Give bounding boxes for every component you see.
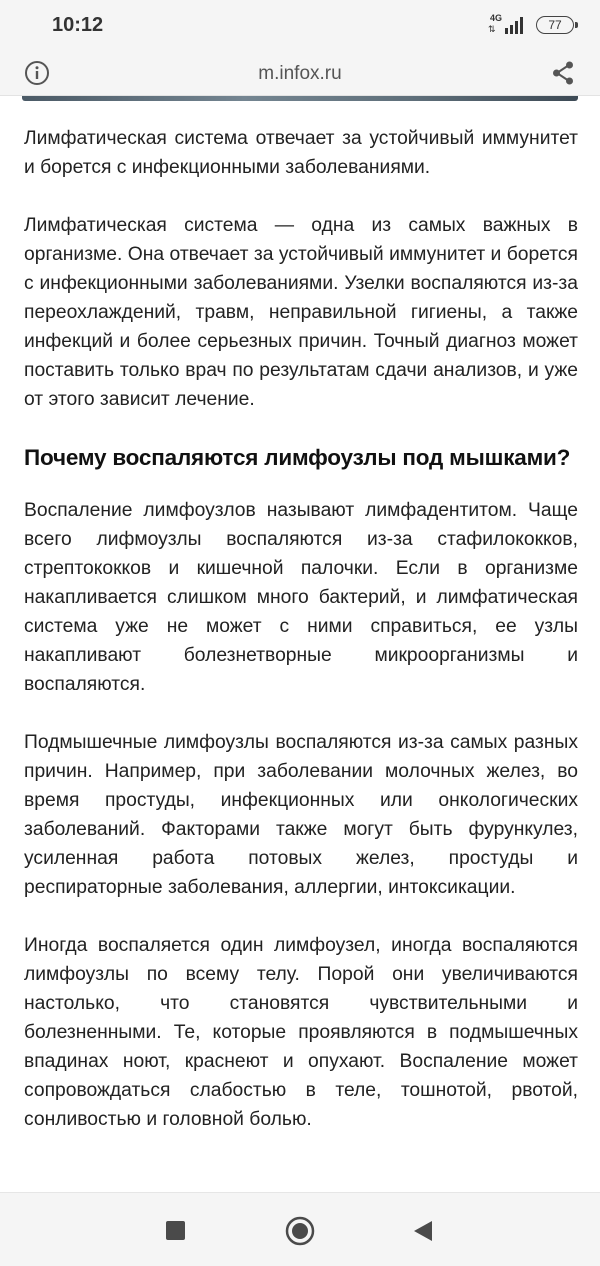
status-time: 10:12 (52, 14, 104, 36)
browser-url-bar (0, 50, 600, 96)
battery-icon (536, 16, 574, 34)
article-paragraph-3: Подмышечные лимфоузлы воспаляются из-за самых разных причин. Например, при заболевании молочных желез, во время простуды, инфекционных или онкологических заболеваний. Факторами также могут быть фурункулез, усиленная работа потовых желез, простуды и респираторные заболевания, аллергии, интоксикации. (24, 732, 578, 898)
status-bar (0, 0, 600, 50)
share-icon[interactable] (550, 60, 576, 86)
status-indicators (488, 14, 574, 36)
home-circle-icon[interactable] (285, 1216, 315, 1246)
recents-square-icon[interactable] (166, 1221, 185, 1240)
article-paragraph-1: Лимфатическая система — одна из самых важных в организме. Она отвечает за устойчивый иммунитет и борется с инфекционными заболеваниями. Узелки воспаляются из-за переохлаждений, травм, неправильной гигиены, а также инфекций и более серьезных причин. Точный диагноз может поставить только врач по результатам сдачи анализов, и уже от этого зависит лечение. (24, 215, 578, 410)
signal-icon (504, 16, 524, 34)
data-arrows-icon: ⇅ (488, 24, 496, 34)
article-paragraph-2: Воспаление лимфоузлов называют лимфадентитом. Чаще всего лифмоузлы воспаляются из-за стафилококков, стрептококков и кишечной палочки. Если в организме накапливается слишком много бактерий, и лимфатическая система уже не может с ними справиться, ее узлы накапливают болезнетворные микроорганизмы и воспаляются. (24, 500, 578, 695)
network-type-icon (488, 15, 504, 35)
battery-level: 77 (548, 18, 562, 32)
article-content (24, 124, 578, 1134)
article-lead: Лимфатическая система отвечает за устойчивый иммунитет и борется с инфекционными заболеваниями. (24, 128, 578, 178)
article-paragraph-4: Иногда воспаляется один лимфоузел, иногда воспаляются лимфоузлы по всему телу. Порой они увеличиваются настолько, что становятся чувствительными и болезненными. Те, которые проявляются в подмышечных впадинах ноют, краснеют и опухают. Воспаление может сопровождаться слабостью в теле, тошнотой, рвотой, сонливостью и головной болью. (24, 935, 578, 1130)
network-type-label: 4G (490, 13, 503, 23)
navigation-bar (0, 1192, 600, 1266)
article-image-edge (22, 96, 578, 101)
back-triangle-icon[interactable] (412, 1219, 434, 1243)
section-heading: Почему воспаляются лимфоузлы под мышками? (24, 445, 571, 470)
url-display[interactable]: m.infox.ru (258, 63, 342, 84)
